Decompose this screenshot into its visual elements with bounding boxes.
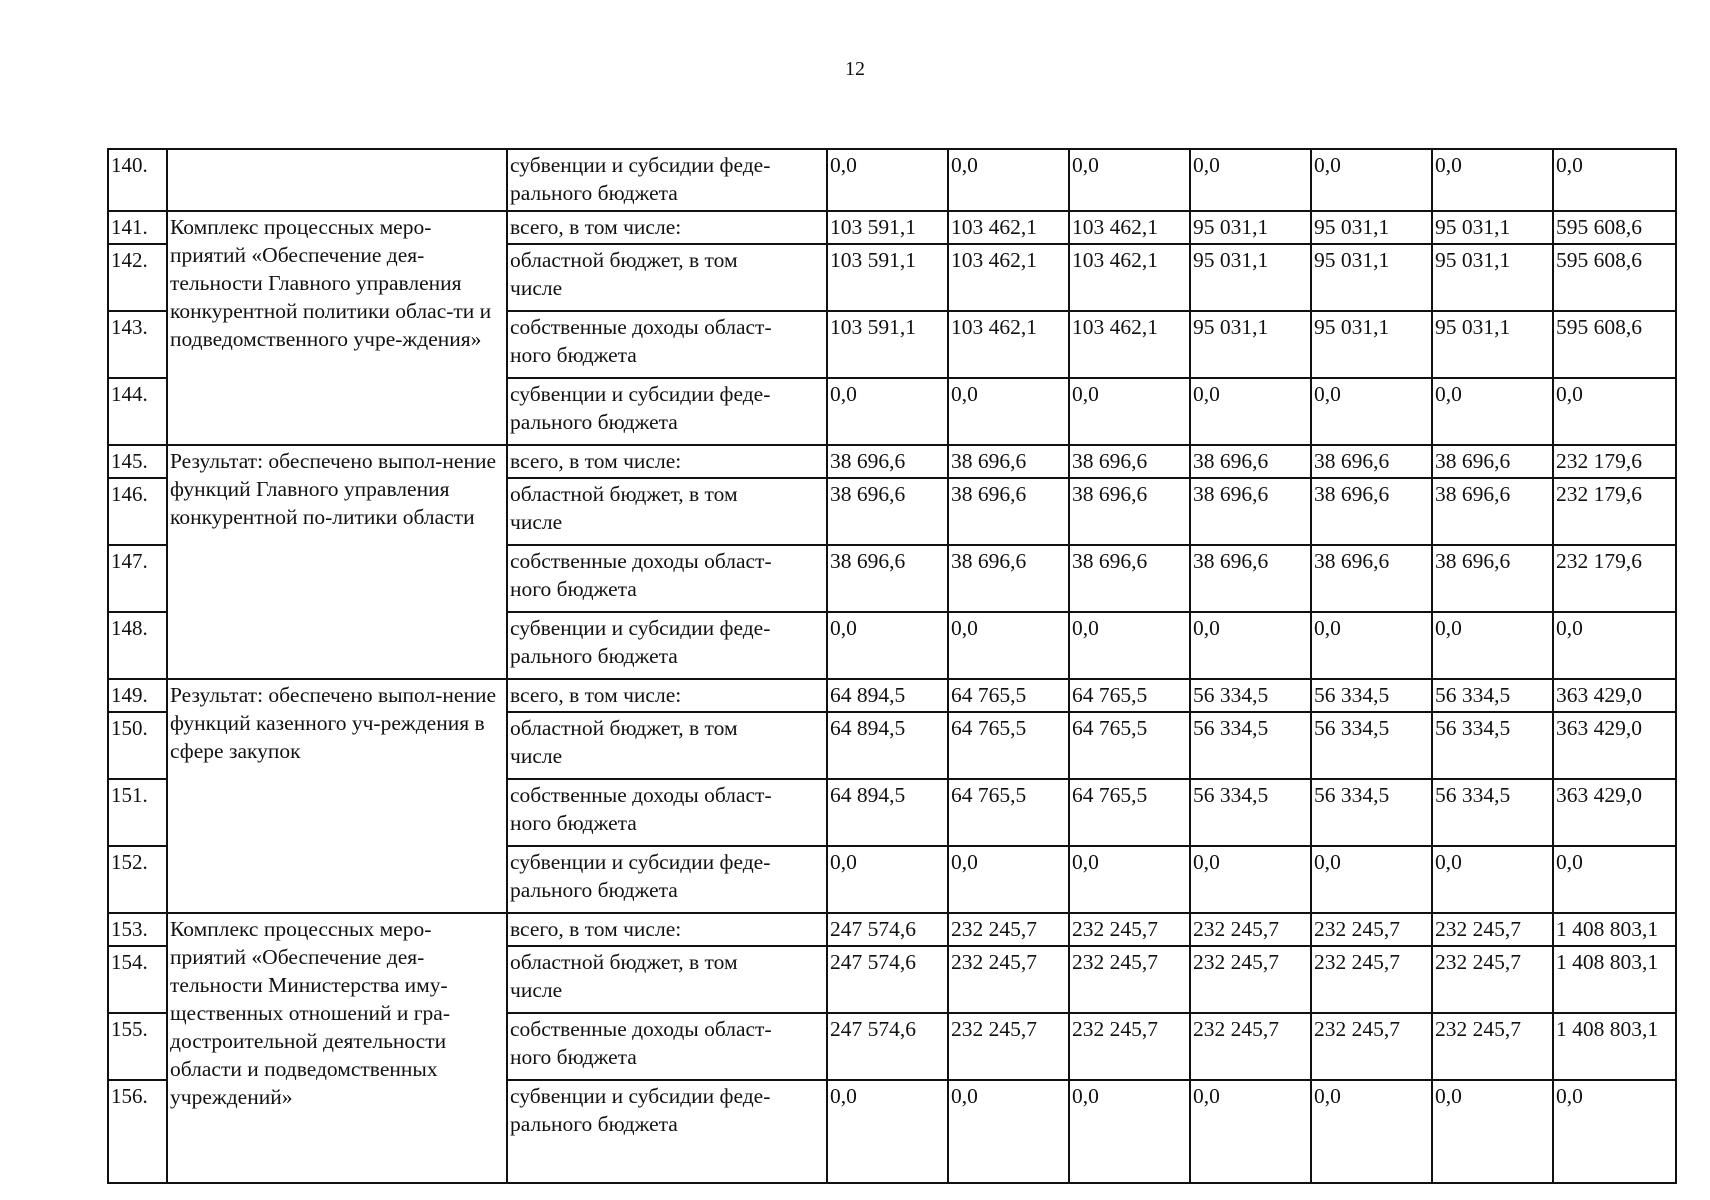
value-cell: 56 334,5 bbox=[1311, 779, 1432, 846]
value-cell: 232 245,7 bbox=[1311, 946, 1432, 1013]
value-cell: 64 894,5 bbox=[827, 679, 948, 712]
value-cell: 38 696,6 bbox=[827, 545, 948, 612]
row-number: 146. bbox=[108, 478, 167, 545]
value-cell: 232 245,7 bbox=[1311, 913, 1432, 946]
value-cell: 56 334,5 bbox=[1190, 712, 1311, 779]
value-cell: 232 245,7 bbox=[1190, 1013, 1311, 1080]
row-number: 150. bbox=[108, 712, 167, 779]
total-cell: 363 429,0 bbox=[1553, 679, 1676, 712]
total-cell: 232 179,6 bbox=[1553, 545, 1676, 612]
value-cell: 95 031,1 bbox=[1432, 211, 1553, 244]
funding-source: субвенции и субсидии феде- рального бюджета bbox=[507, 846, 827, 913]
funding-source: областной бюджет, в том числе bbox=[507, 244, 827, 311]
value-cell: 0,0 bbox=[827, 846, 948, 913]
value-cell: 103 462,1 bbox=[1069, 311, 1190, 378]
value-cell: 38 696,6 bbox=[1190, 478, 1311, 545]
value-cell: 56 334,5 bbox=[1311, 679, 1432, 712]
value-cell: 0,0 bbox=[1190, 149, 1311, 211]
funding-source: субвенции и субсидии феде- рального бюджета bbox=[507, 612, 827, 679]
value-cell: 232 245,7 bbox=[1069, 946, 1190, 1013]
total-cell: 0,0 bbox=[1553, 378, 1676, 445]
value-cell: 38 696,6 bbox=[1432, 478, 1553, 545]
value-cell: 56 334,5 bbox=[1432, 779, 1553, 846]
value-cell: 0,0 bbox=[827, 149, 948, 211]
budget-table-body bbox=[108, 149, 1676, 1183]
value-cell: 103 462,1 bbox=[1069, 244, 1190, 311]
value-cell: 0,0 bbox=[1311, 612, 1432, 679]
value-cell: 232 245,7 bbox=[1432, 946, 1553, 1013]
value-cell: 56 334,5 bbox=[1190, 779, 1311, 846]
value-cell: 38 696,6 bbox=[1069, 478, 1190, 545]
row-number: 142. bbox=[108, 244, 167, 311]
value-cell: 0,0 bbox=[1432, 149, 1553, 211]
value-cell: 103 462,1 bbox=[948, 311, 1069, 378]
value-cell: 95 031,1 bbox=[1311, 211, 1432, 244]
value-cell: 0,0 bbox=[948, 149, 1069, 211]
value-cell: 38 696,6 bbox=[1190, 545, 1311, 612]
funding-source: субвенции и субсидии феде- рального бюджета bbox=[507, 378, 827, 445]
total-cell: 0,0 bbox=[1553, 1080, 1676, 1183]
value-cell: 0,0 bbox=[827, 1080, 948, 1183]
value-cell: 232 245,7 bbox=[1311, 1013, 1432, 1080]
table-row bbox=[108, 211, 1676, 244]
row-number: 148. bbox=[108, 612, 167, 679]
group-description: Комплекс процессных меро-приятий «Обеспечение дея-тельности Министерства иму-щественных отношений и гра-достроительной деятельности области и подведомственных учреждений» bbox=[167, 913, 507, 1183]
total-cell: 232 179,6 bbox=[1553, 478, 1676, 545]
total-cell: 1 408 803,1 bbox=[1553, 913, 1676, 946]
funding-source: всего, в том числе: bbox=[507, 679, 827, 712]
value-cell: 38 696,6 bbox=[948, 545, 1069, 612]
row-number: 141. bbox=[108, 211, 167, 244]
budget-table bbox=[107, 148, 1677, 1184]
value-cell: 38 696,6 bbox=[948, 478, 1069, 545]
value-cell: 103 462,1 bbox=[948, 211, 1069, 244]
value-cell: 0,0 bbox=[1069, 846, 1190, 913]
total-cell: 232 179,6 bbox=[1553, 445, 1676, 478]
value-cell: 0,0 bbox=[1190, 846, 1311, 913]
row-number: 143. bbox=[108, 311, 167, 378]
value-cell: 0,0 bbox=[827, 378, 948, 445]
value-cell: 0,0 bbox=[948, 1080, 1069, 1183]
table-row bbox=[108, 149, 1676, 211]
total-cell: 363 429,0 bbox=[1553, 779, 1676, 846]
funding-source: собственные доходы област- ного бюджета bbox=[507, 311, 827, 378]
value-cell: 95 031,1 bbox=[1432, 244, 1553, 311]
value-cell: 0,0 bbox=[948, 846, 1069, 913]
value-cell: 38 696,6 bbox=[1432, 545, 1553, 612]
value-cell: 64 894,5 bbox=[827, 779, 948, 846]
row-number: 154. bbox=[108, 946, 167, 1013]
value-cell: 95 031,1 bbox=[1311, 244, 1432, 311]
value-cell: 0,0 bbox=[1432, 612, 1553, 679]
total-cell: 363 429,0 bbox=[1553, 712, 1676, 779]
total-cell: 595 608,6 bbox=[1553, 211, 1676, 244]
row-number: 140. bbox=[108, 149, 167, 211]
row-number: 155. bbox=[108, 1013, 167, 1080]
value-cell: 0,0 bbox=[1432, 1080, 1553, 1183]
total-cell: 1 408 803,1 bbox=[1553, 1013, 1676, 1080]
value-cell: 38 696,6 bbox=[827, 478, 948, 545]
funding-source: всего, в том числе: bbox=[507, 211, 827, 244]
row-number: 153. bbox=[108, 913, 167, 946]
value-cell: 232 245,7 bbox=[1432, 913, 1553, 946]
value-cell: 103 591,1 bbox=[827, 211, 948, 244]
value-cell: 56 334,5 bbox=[1190, 679, 1311, 712]
value-cell: 0,0 bbox=[948, 378, 1069, 445]
value-cell: 0,0 bbox=[1311, 846, 1432, 913]
value-cell: 232 245,7 bbox=[948, 913, 1069, 946]
funding-source: субвенции и субсидии феде- рального бюджета bbox=[507, 1080, 827, 1183]
value-cell: 0,0 bbox=[1069, 149, 1190, 211]
total-cell: 0,0 bbox=[1553, 846, 1676, 913]
value-cell: 95 031,1 bbox=[1190, 311, 1311, 378]
row-number: 149. bbox=[108, 679, 167, 712]
value-cell: 0,0 bbox=[1432, 378, 1553, 445]
value-cell: 103 591,1 bbox=[827, 311, 948, 378]
value-cell: 232 245,7 bbox=[1432, 1013, 1553, 1080]
value-cell: 95 031,1 bbox=[1432, 311, 1553, 378]
value-cell: 103 591,1 bbox=[827, 244, 948, 311]
value-cell: 0,0 bbox=[1311, 1080, 1432, 1183]
total-cell: 595 608,6 bbox=[1553, 311, 1676, 378]
value-cell: 64 765,5 bbox=[1069, 712, 1190, 779]
value-cell: 56 334,5 bbox=[1432, 712, 1553, 779]
value-cell: 0,0 bbox=[1432, 846, 1553, 913]
total-cell: 0,0 bbox=[1553, 612, 1676, 679]
value-cell: 232 245,7 bbox=[1190, 946, 1311, 1013]
funding-source: областной бюджет, в том числе bbox=[507, 478, 827, 545]
total-cell: 595 608,6 bbox=[1553, 244, 1676, 311]
value-cell: 232 245,7 bbox=[1069, 1013, 1190, 1080]
row-number: 156. bbox=[108, 1080, 167, 1183]
value-cell: 247 574,6 bbox=[827, 913, 948, 946]
funding-source: субвенции и субсидии феде- рального бюджета bbox=[507, 149, 827, 211]
funding-source: всего, в том числе: bbox=[507, 445, 827, 478]
value-cell: 232 245,7 bbox=[1069, 913, 1190, 946]
value-cell: 95 031,1 bbox=[1311, 311, 1432, 378]
value-cell: 232 245,7 bbox=[948, 1013, 1069, 1080]
value-cell: 38 696,6 bbox=[827, 445, 948, 478]
value-cell: 247 574,6 bbox=[827, 946, 948, 1013]
group-description bbox=[167, 149, 507, 211]
value-cell: 0,0 bbox=[1190, 1080, 1311, 1183]
value-cell: 38 696,6 bbox=[1069, 545, 1190, 612]
table-row bbox=[108, 913, 1676, 946]
funding-source: собственные доходы област- ного бюджета bbox=[507, 779, 827, 846]
value-cell: 38 696,6 bbox=[1311, 545, 1432, 612]
funding-source: областной бюджет, в том числе bbox=[507, 946, 827, 1013]
value-cell: 64 765,5 bbox=[948, 779, 1069, 846]
value-cell: 0,0 bbox=[1069, 378, 1190, 445]
row-number: 151. bbox=[108, 779, 167, 846]
value-cell: 0,0 bbox=[948, 612, 1069, 679]
value-cell: 64 765,5 bbox=[948, 679, 1069, 712]
value-cell: 0,0 bbox=[1190, 378, 1311, 445]
row-number: 147. bbox=[108, 545, 167, 612]
funding-source: областной бюджет, в том числе bbox=[507, 712, 827, 779]
value-cell: 95 031,1 bbox=[1190, 244, 1311, 311]
value-cell: 38 696,6 bbox=[1069, 445, 1190, 478]
funding-source: собственные доходы област- ного бюджета bbox=[507, 1013, 827, 1080]
value-cell: 95 031,1 bbox=[1190, 211, 1311, 244]
value-cell: 0,0 bbox=[1311, 149, 1432, 211]
value-cell: 38 696,6 bbox=[1311, 478, 1432, 545]
value-cell: 247 574,6 bbox=[827, 1013, 948, 1080]
row-number: 152. bbox=[108, 846, 167, 913]
value-cell: 0,0 bbox=[1069, 612, 1190, 679]
value-cell: 0,0 bbox=[1311, 378, 1432, 445]
value-cell: 232 245,7 bbox=[1190, 913, 1311, 946]
row-number: 144. bbox=[108, 378, 167, 445]
group-description: Результат: обеспечено выпол-нение функций Главного управления конкурентной по-литики области bbox=[167, 445, 507, 679]
page-number: 12 bbox=[845, 58, 865, 80]
funding-source: собственные доходы област- ного бюджета bbox=[507, 545, 827, 612]
value-cell: 0,0 bbox=[827, 612, 948, 679]
value-cell: 103 462,1 bbox=[1069, 211, 1190, 244]
value-cell: 232 245,7 bbox=[948, 946, 1069, 1013]
value-cell: 0,0 bbox=[1069, 1080, 1190, 1183]
value-cell: 103 462,1 bbox=[948, 244, 1069, 311]
total-cell: 1 408 803,1 bbox=[1553, 946, 1676, 1013]
value-cell: 0,0 bbox=[1190, 612, 1311, 679]
value-cell: 38 696,6 bbox=[1311, 445, 1432, 478]
value-cell: 64 765,5 bbox=[948, 712, 1069, 779]
value-cell: 38 696,6 bbox=[1190, 445, 1311, 478]
group-description: Комплекс процессных меро-приятий «Обеспечение дея-тельности Главного управления конкурентной политики облас-ти и подведомственного учре-ждения» bbox=[167, 211, 507, 445]
value-cell: 38 696,6 bbox=[1432, 445, 1553, 478]
group-description: Результат: обеспечено выпол-нение функций казенного уч-реждения в сфере закупок bbox=[167, 679, 507, 913]
value-cell: 64 765,5 bbox=[1069, 779, 1190, 846]
value-cell: 38 696,6 bbox=[948, 445, 1069, 478]
table-row bbox=[108, 679, 1676, 712]
funding-source: всего, в том числе: bbox=[507, 913, 827, 946]
table-row bbox=[108, 445, 1676, 478]
value-cell: 64 894,5 bbox=[827, 712, 948, 779]
value-cell: 56 334,5 bbox=[1432, 679, 1553, 712]
value-cell: 56 334,5 bbox=[1311, 712, 1432, 779]
value-cell: 64 765,5 bbox=[1069, 679, 1190, 712]
row-number: 145. bbox=[108, 445, 167, 478]
total-cell: 0,0 bbox=[1553, 149, 1676, 211]
